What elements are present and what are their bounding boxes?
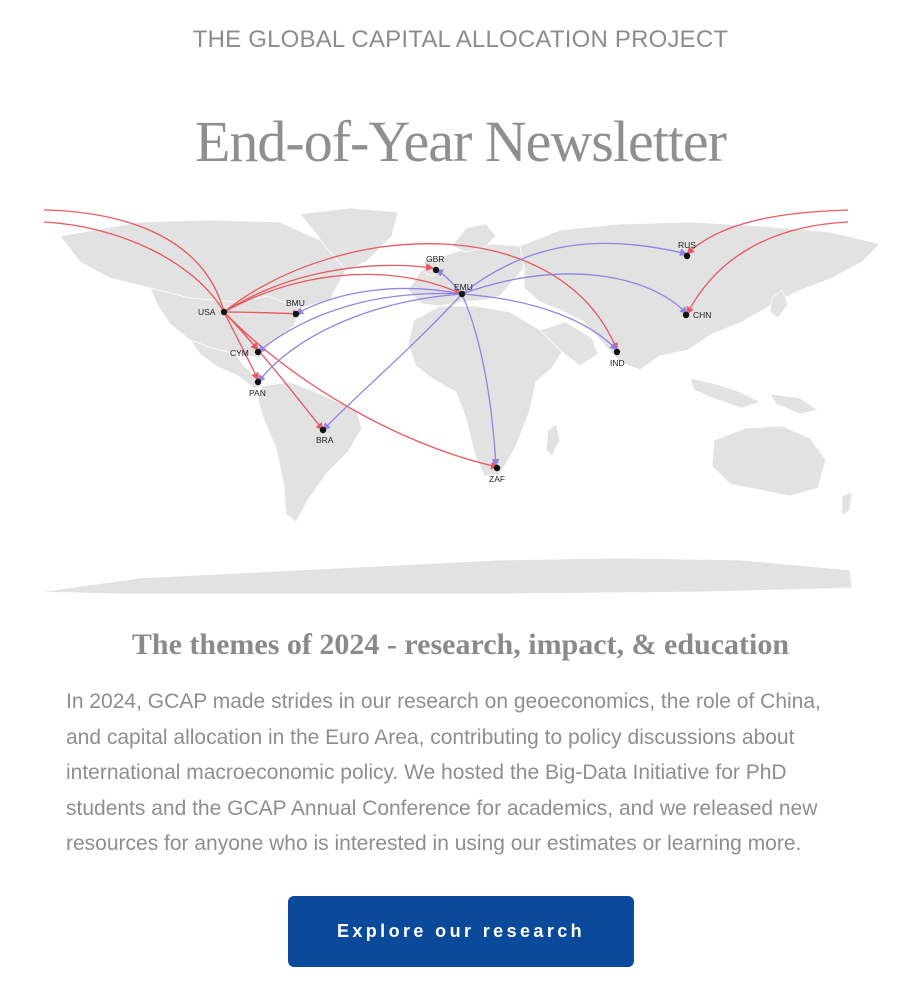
label-rus: RUS — [678, 240, 696, 250]
node-rus — [684, 253, 690, 259]
label-emu: EMU — [454, 282, 473, 292]
label-bmu: BMU — [286, 298, 305, 308]
node-chn — [683, 312, 689, 318]
section-heading: The themes of 2024 - research, impact, & education — [131, 628, 790, 661]
label-chn: CHN — [693, 310, 712, 320]
newsletter-title: End-of-Year Newsletter — [195, 109, 726, 174]
label-usa: USA — [198, 307, 216, 317]
label-pan: PAN — [249, 388, 266, 398]
label-ind: IND — [610, 358, 625, 368]
label-cym: CYM — [230, 348, 249, 358]
node-bra — [320, 427, 326, 433]
section-paragraph: In 2024, GCAP made strides in our research on geoeconomics, the role of China, and capital allocation in the Euro Area, contributing to policy discussions about international macroeconomic policy. We hosted the Big-Data Initiative for PhD students and the GCAP Annual Conference for academics, and we released new resources for anyone who is interested in using our estimates or learning more. — [66, 690, 821, 855]
node-bmu — [293, 311, 299, 317]
label-zaf: ZAF — [489, 474, 506, 484]
world-map — [0, 196, 921, 606]
node-pan — [255, 379, 261, 385]
node-gbr — [433, 267, 439, 273]
node-ind — [614, 349, 620, 355]
label-bra: BRA — [316, 435, 334, 445]
node-zaf — [494, 465, 500, 471]
landmasses — [40, 208, 880, 594]
node-cym — [255, 349, 261, 355]
explore-research-button[interactable]: Explore our research — [288, 896, 634, 967]
label-gbr: GBR — [426, 254, 445, 264]
project-name: THE GLOBAL CAPITAL ALLOCATION PROJECT — [192, 26, 729, 53]
node-usa — [221, 309, 227, 315]
